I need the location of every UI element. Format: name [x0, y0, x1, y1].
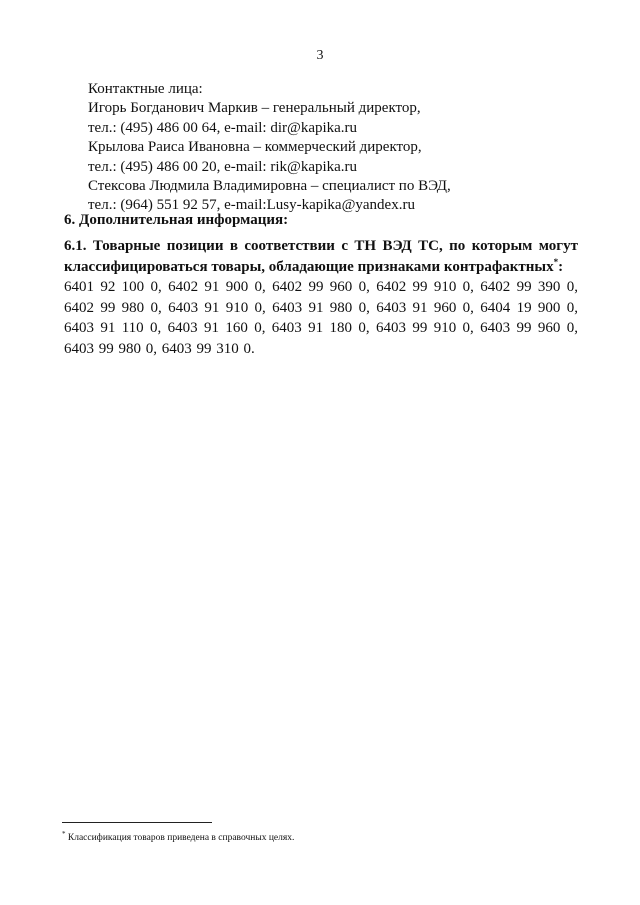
section-heading: 6. Дополнительная информация: [64, 212, 289, 228]
footnote-divider [62, 822, 212, 823]
subsection-title-suffix: : [558, 258, 564, 275]
footnote [62, 830, 294, 843]
page-number: 3 [316, 48, 324, 63]
contacts-block [88, 80, 451, 216]
footnote-text: Классификация товаров приведена в справочных целях. [65, 833, 295, 844]
subsection-title-text: 6.1. Товарные позиции в соответствии с ТН ВЭД ТС, по которым могут классифицироваться товары, обладающие признаками контрафактных [64, 238, 578, 275]
contact-line: Игорь Богданович Маркив – генеральный директор, [88, 100, 421, 117]
contact-line: Стексова Людмила Владимировна – специалист по ВЭД, [88, 178, 451, 195]
tariff-codes: 6401 92 100 0, 6402 91 900 0, 6402 99 960 0, 6402 99 910 0, 6402 99 390 0, 6402 99 980 0, 6403 91 910 0, 6403 91 980 0, 6403 91 960 0, 6404 19 900 0, 6403 91 110 0, 6403 91 160 0, 6403 91 180 0, 6403 99 910 0, 6403 99 960 0, 6403 99 980 0, 6403 99 310 0. [64, 279, 578, 357]
contact-line: тел.: (964) 551 92 57, e-mail:Lusy-kapika@yandex.ru [88, 197, 415, 214]
footnote-marker: * [62, 830, 66, 838]
contact-line: тел.: (495) 486 00 20, e-mail: rik@kapika.ru [88, 158, 358, 175]
subsection-6-1 [64, 236, 578, 359]
contact-line: тел.: (495) 486 00 64, e-mail: dir@kapika.ru [88, 119, 358, 136]
footnote-marker: * [553, 256, 559, 267]
subsection-title [64, 236, 578, 277]
contacts-heading: Контактные лица: [88, 81, 203, 97]
contact-line: Крылова Раиса Ивановна – коммерческий директор, [88, 139, 422, 156]
